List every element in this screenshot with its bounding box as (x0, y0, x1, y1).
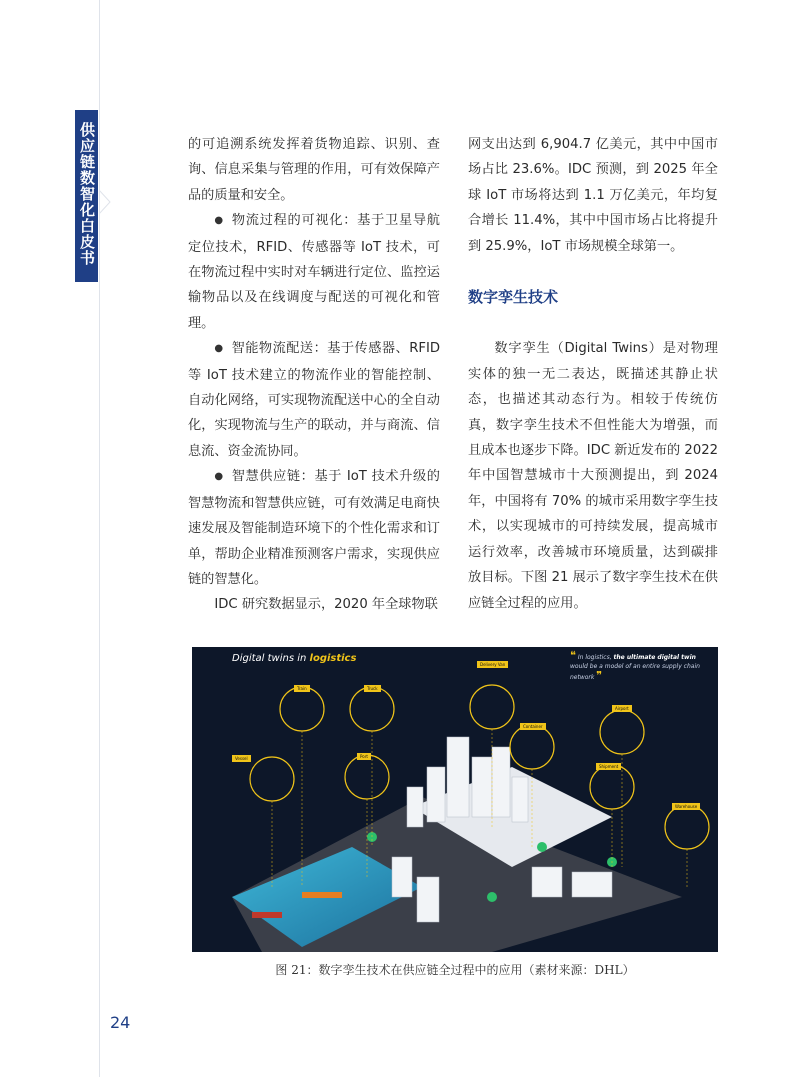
left-paragraph-idc: IDC 研究数据显示，2020 年全球物联 (214, 597, 438, 613)
bullet-smart-supply-chain (188, 464, 440, 592)
label-port: Port (357, 753, 371, 760)
bullet-text: 智慧供应链：基于 IoT 技术升级的智慧物流和智慧供应链，可有效满足电商快速发展及智能制造环境下的个性化需求和订单，帮助企业精准预测客户需求，实现供应链的智慧化。 (188, 469, 440, 587)
bullet-text: 智能物流配送：基于传感器、RFID 等 IoT 技术建立的物流作业的智能控制、自动化网络，可实现物流配送中心的全自动化，实现物流与生产的联动，并与商流、信息流、资金流协同。 (188, 341, 440, 459)
quote-bold: the ultimate digital twin (613, 654, 696, 661)
label-airport: Airport (612, 705, 632, 712)
side-tab-label: 供应链数智化白皮书 (78, 122, 96, 266)
side-section-tab (75, 110, 98, 282)
figure-title (232, 653, 356, 664)
label-truck: Truck (364, 685, 381, 692)
bullet-icon (214, 341, 231, 356)
bullet-icon (214, 469, 231, 484)
bullet-icon (214, 213, 231, 228)
quote-close-icon: ❞ (596, 669, 603, 682)
right-paragraph-2: 数字孪生（Digital Twins）是对物理实体的独一无二表达，既描述其静止状态，也描述其动态行为。相较于传统仿真，数字孪生技术不但性能大为增强，而且成本也逐步下降。IDC 新近发布的 2022 年中国智慧城市十大预测提出，到 2024 年，中国将有 70% 的城市采用数字孪生技术，以实现城市的可持续发展，提高城市运行效率，改善城市环境质量，达到碳排放目标。下图 21 展示了数字孪生技术在供应链全过程的应用。 (468, 341, 718, 611)
left-column (188, 132, 440, 618)
figure-title-prefix: Digital twins in (232, 653, 310, 664)
bullet-text: 物流过程的可视化：基于卫星导航定位技术，RFID、传感器等 IoT 技术，可在物流过程中实时对车辆进行定位、监控运输物品以及在线调度与配送的可视化和管理。 (188, 213, 440, 331)
bullet-smart-delivery (188, 336, 440, 464)
label-train: Train (294, 685, 310, 692)
city-illustration (192, 647, 718, 952)
label-container: Container (520, 723, 546, 730)
label-shipment: Shipment (596, 763, 621, 770)
digital-twin-illustration (192, 647, 718, 952)
bullet-logistics-visualization (188, 208, 440, 336)
tab-chevron-icon (99, 190, 111, 214)
quote-open-icon: ❝ (570, 649, 576, 662)
label-warehouse: Warehouse (672, 803, 700, 810)
margin-line (99, 0, 100, 1077)
label-delivery-van: Delivery Van (477, 661, 508, 668)
section-heading: 数字孪生技术 (468, 288, 559, 307)
quote-suffix: would be a model of an entire supply chain network (570, 663, 700, 681)
right-column (468, 132, 718, 616)
left-paragraph-1: 的可追溯系统发挥着货物追踪、识别、查询、信息采集与管理的作用，可有效保障产品的质量和安全。 (188, 137, 440, 203)
page-number: 24 (110, 1013, 131, 1032)
figure-caption: 图 21：数字孪生技术在供应链全过程中的应用（素材来源：DHL） (275, 963, 635, 977)
figure-title-highlight: logistics (309, 653, 357, 664)
right-paragraph-1: 网支出达到 6,904.7 亿美元，其中中国市场占比 23.6%。IDC 预测，到 2025 年全球 IoT 市场将达到 1.1 万亿美元，年均复合增长 11.4%，其中中国市场占比将提升到 25.9%，IoT 市场规模全球第一。 (468, 137, 718, 254)
figure-quote (570, 651, 700, 682)
label-vessel: Vessel (232, 755, 251, 762)
quote-prefix: In logistics, (577, 654, 614, 661)
